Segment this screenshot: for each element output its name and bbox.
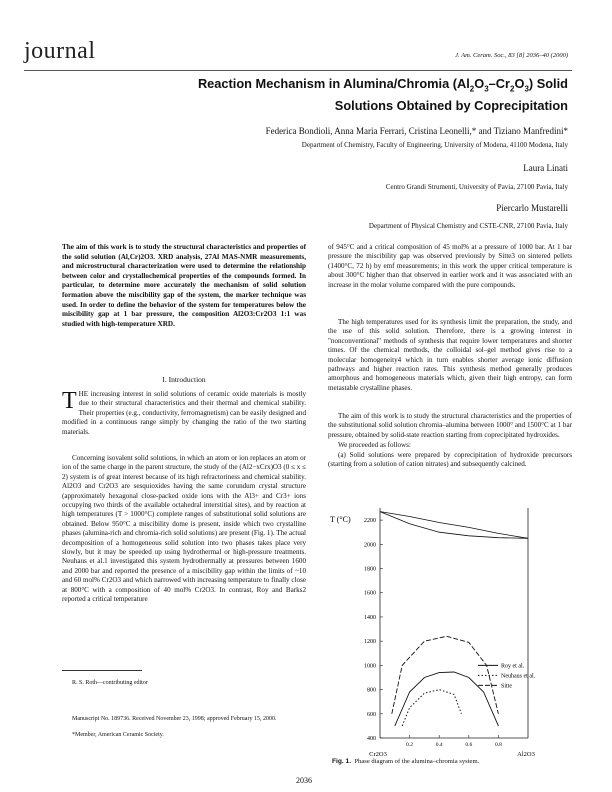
paper-title-text: Reaction Mechanism in Alumina/Chromia $(Al_2O_3-Cr_2O_3)$ Solid Solutions Obtained by Coprecipitation xyxy=(197,76,568,113)
figure-caption-text: Phase diagram of the alumina–chromia system. xyxy=(354,758,480,765)
x-end-label-right: Al2O3 xyxy=(517,751,535,758)
y-tick-label: 1200 xyxy=(364,639,376,646)
page-number: 2036 xyxy=(296,776,312,785)
series-roy-et-al xyxy=(395,672,499,726)
paper-title xyxy=(148,76,568,114)
figure-label: Fig. 1. xyxy=(332,758,352,765)
x-tick-label: 0.4 xyxy=(435,742,443,748)
y-tick-label: 600 xyxy=(367,711,376,718)
series-neuhaus-et-al xyxy=(402,690,461,726)
right-paragraph-5: (a) Solid solutions were prepared by coprecipitation of hydroxide precursors (starting from a solution of cation nitrates) and subsequently calcined. xyxy=(328,451,572,469)
x-tick-label: 0.8 xyxy=(494,742,502,748)
y-tick-label: 1400 xyxy=(364,614,376,621)
phase-diagram xyxy=(328,492,572,758)
header-rule xyxy=(24,70,572,71)
footnote-member: *Member, American Ceramic Society. xyxy=(72,732,164,738)
y-tick-label: 2000 xyxy=(364,542,376,549)
axes xyxy=(364,508,535,758)
y-tick-label: 1800 xyxy=(364,566,376,573)
legend-label: Roy et al. xyxy=(501,663,525,670)
right-paragraph-1: of 945°C and a critical composition of 45 mol% at a pressure of 1000 bar. At 1 bar pressure the miscibility gap was observed previously by Sitte3 on sintered pellets (1400°C, 72 h) by emf measurements; in this work the upper critical temperature is about 300°C higher than that observed in earlier work and it was associated with an increase in the molar volume compared with the pure compounds. xyxy=(328,243,572,289)
affiliation-modena: Department of Chemistry, Faculty of Engineering, University of Modena, 41100 Modena, Italy xyxy=(301,141,568,149)
legend-label: Sitte xyxy=(501,683,513,690)
affiliation-pavia: Centro Grandi Strumenti, University of Pavia, 27100 Pavia, Italy xyxy=(385,183,568,191)
affiliation-cnr: Department of Physical Chemistry and CSTE-CNR, 27100 Pavia, Italy xyxy=(368,222,568,230)
footnote-editor: R. S. Roth—contributing editor xyxy=(72,680,148,686)
y-axis-title: T (°C) xyxy=(330,515,351,524)
journal-citation: J. Am. Ceram. Soc., 83 [8] 2036–40 (2000) xyxy=(455,52,568,59)
section-heading-introduction: I. Introduction xyxy=(162,375,206,384)
figure-caption xyxy=(332,758,479,765)
y-tick-label: 2200 xyxy=(364,518,376,525)
intro-paragraph-2: Concerning isovalent solid solutions, in which an atom or ion replaces an atom or ion of the same charge in the parent structure, the study of the (Al2−xCrx)O3 (0 ≤ x ≤ 2) system is of great interest because of its high refractoriness and chemical stability. Al2O3 and Cr2O3 are sesquioxides having the same corundum crystal structure (approximately hexagonal close-packed oxide ions with the Al3+ and Cr3+ ions occupying two thirds of the available octahedral interstitial sites), and by reaction at high temperatures (T > 1000°C) complete ranges of substitutional solid solutions are obtained. Below 950°C a miscibility dome is present, inside which two crystalline phases (alumina-rich and chromia-rich solid solutions) are present (Fig. 1). The actual decomposition of a homogeneous solid solution into two phases takes place very slowly, but it may be speeded up using hydrothermal or high-pressure treatments. Neuhaus et al.1 investigated this system hydrothermally at pressures between 1600 and 2000 bar and reported the presence of a miscibility gap within the limits of ~10 and 60 mol% Cr2O3 and which narrowed with increasing temperature to finally close at 800°C with a composition of 40 mol% Cr2O3. In contrast, Roy and Barks2 reported a critical temperature xyxy=(62,454,306,604)
intro-paragraph-1 xyxy=(62,390,306,437)
y-tick-label: 400 xyxy=(367,736,376,742)
right-paragraph-4: We proceeded as follows: xyxy=(338,441,411,449)
dropcap: T xyxy=(62,388,77,414)
author-list: Federica Bondioli, Anna Maria Ferrari, Cristina Leonelli,* and Tiziano Manfredini* xyxy=(265,126,568,136)
author-linati: Laura Linati xyxy=(523,163,568,173)
author-mustarelli: Piercarlo Mustarelli xyxy=(496,203,568,213)
y-tick-label: 1000 xyxy=(364,663,376,670)
y-tick-label: 1600 xyxy=(364,590,376,597)
x-tick-label: 0.2 xyxy=(406,742,414,748)
footnote-manuscript: Manuscript No. 189736. Received November 23, 1998; approved February 15, 2000. xyxy=(72,716,277,722)
abstract: The aim of this work is to study the structural characteristics and properties of the solid solution (Al,Cr)2O3. XRD analysis, 27Al MAS-NMR measurements, and microstructural characterization were used to determine the relationship between color and crystallochemical properties of the compounds formed. In particular, to determine more accurately the mechanism of solid solution formation above the miscibility gap of the system, the marker technique was used. In order to define the behavior of the system for temperatures below the miscibility gap at 1 bar pressure, the composition Al2O3:Cr2O3 1:1 was studied with high-temperature XRD. xyxy=(62,243,306,328)
journal-wordmark: journal xyxy=(24,38,96,64)
right-paragraph-3: The aim of this work is to study the structural characteristics and the properties of the substitutional solid solution chromia–alumina between 1000° and 1500°C at 1 bar pressure, obtained by solid-state reaction starting from coprecipitated hydroxides. xyxy=(328,412,572,439)
x-end-label-left: Cr2O3 xyxy=(369,751,387,758)
footnote-rule xyxy=(62,670,142,671)
legend-label: Neuhaus et al. xyxy=(501,673,536,680)
y-tick-label: 800 xyxy=(367,687,376,694)
right-paragraph-2: The high temperatures used for its synthesis limit the preparation, the study, and the use of this solid solution. Therefore, there is a growing interest in "nonconventional" methods of synthesis that require lower temperatures and shorter times. Of the chemical methods, the colloidal sol–gel method gives rise to a molecular homogeneity4 which in turn enables shorter average ionic diffusion pathways and higher reaction rates. This synthesis method generally produces amorphous and homogeneous materials which, given their high entropy, can form metastable crystalline phases. xyxy=(328,318,572,392)
legend xyxy=(478,663,536,689)
x-tick-label: 0.6 xyxy=(465,742,473,748)
intro-p1-text: HE increasing interest in solid solutions of ceramic oxide materials is mostly due to their structural characteristics and their thermal and chemical stability. Their properties (e.g., conductivity, ferromagnetism) can be easily designed and modified in a continuous range simply by changing the ratio of the two starting materials. xyxy=(62,390,306,436)
series-group xyxy=(380,512,528,726)
